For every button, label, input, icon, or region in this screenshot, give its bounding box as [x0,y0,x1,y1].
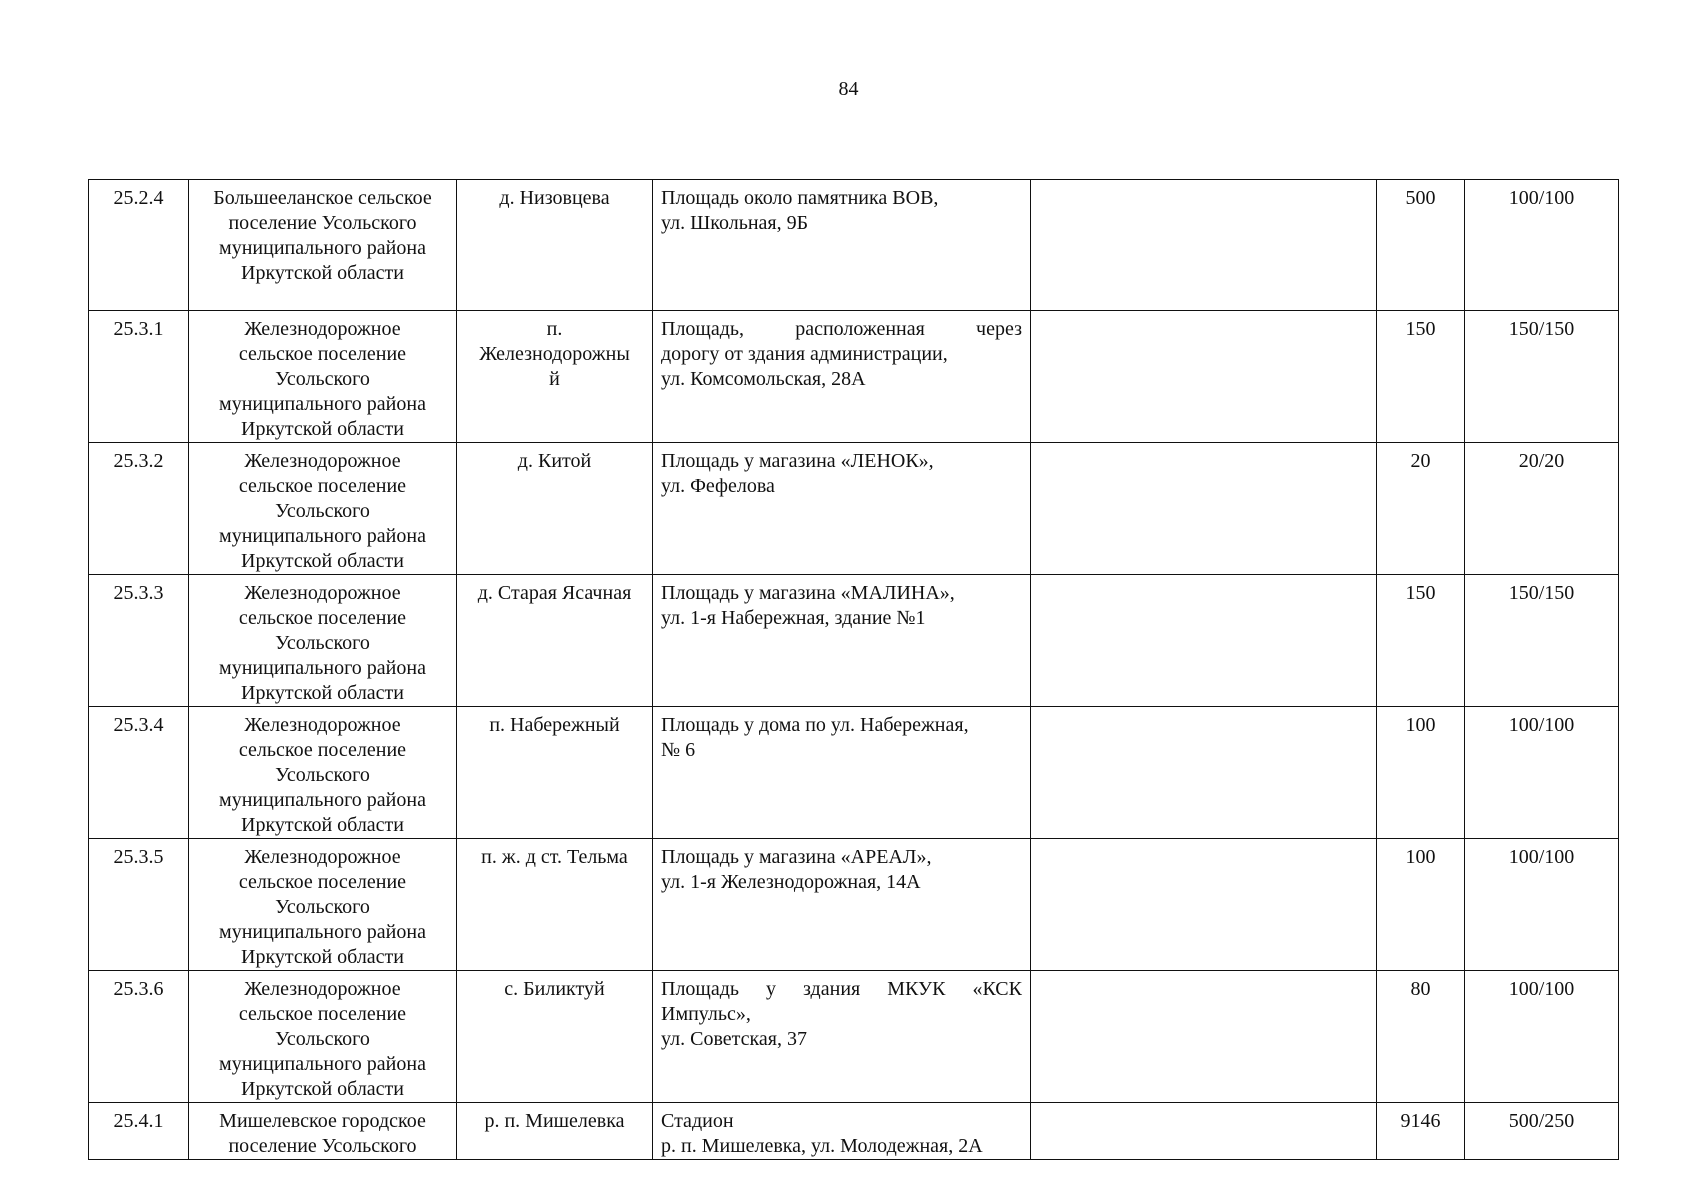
table-row [89,443,1619,575]
blank-cell [1031,575,1377,707]
address-line: ул. Фефелова [661,475,775,497]
table-row [89,1103,1619,1160]
ratio-cell: 100/100 [1465,839,1619,971]
municipality-cell [189,707,457,839]
org-line: Усольского [275,632,370,654]
row-number-cell: 25.3.5 [89,839,189,971]
org-line: Железнодорожное [244,450,401,472]
municipality-cell [189,839,457,971]
row-number-cell: 25.4.1 [89,1103,189,1160]
org-line: муниципального района [219,393,426,415]
row-number-cell: 25.3.1 [89,311,189,443]
municipality-cell [189,311,457,443]
address-line: Площадь у здания МКУК «КСК [661,978,1022,1000]
address-line: Площадь у дома по ул. Набережная, [661,714,969,736]
row-number-cell: 25.2.4 [89,180,189,311]
org-line: Иркутской области [241,418,404,440]
locality-line: й [549,368,560,390]
org-line: Мишелевское городское [219,1110,426,1132]
ratio-cell: 100/100 [1465,707,1619,839]
capacity-cell: 150 [1377,575,1465,707]
municipality-cell [189,443,457,575]
org-line: Железнодорожное [244,978,401,1000]
org-line: сельское поселение [238,607,407,629]
locality-cell [457,971,653,1103]
blank-cell [1031,971,1377,1103]
ratio-cell: 500/250 [1465,1103,1619,1160]
table-row [89,575,1619,707]
address-line: Площадь около памятника ВОВ, [661,187,939,209]
capacity-cell: 9146 [1377,1103,1465,1160]
address-cell [653,311,1031,443]
ratio-cell: 150/150 [1465,311,1619,443]
org-line: сельское поселение [238,1003,407,1025]
municipality-cell [189,971,457,1103]
org-line: Иркутской области [241,1078,404,1100]
address-cell [653,971,1031,1103]
org-line: поселение Усольского [228,1135,417,1157]
blank-cell [1031,707,1377,839]
locality-cell [457,443,653,575]
address-line: дорогу от здания администрации, [661,343,948,365]
capacity-cell: 100 [1377,707,1465,839]
locality-cell [457,575,653,707]
org-line: Усольского [275,500,370,522]
municipality-cell [189,575,457,707]
blank-cell [1031,839,1377,971]
org-line: поселение Усольского [228,212,417,234]
org-line: муниципального района [219,657,426,679]
table-body [89,180,1619,1160]
locality-cell [457,839,653,971]
address-cell [653,180,1031,311]
address-line: № 6 [661,739,696,761]
locality-line: с. Биликтуй [504,978,605,1000]
registry-table [88,179,1619,1160]
locality-line: р. п. Мишелевка [484,1110,625,1132]
municipality-cell [189,180,457,311]
row-number-cell: 25.3.4 [89,707,189,839]
blank-cell [1031,443,1377,575]
address-line: ул. Комсомольская, 28А [661,368,866,390]
locality-cell [457,311,653,443]
address-line: Импульс», [661,1003,751,1025]
address-line: ул. 1-я Железнодорожная, 14А [661,871,921,893]
locality-line: д. Низовцева [499,187,610,209]
address-cell [653,1103,1031,1160]
ratio-cell: 20/20 [1465,443,1619,575]
address-line: ул. Советская, 37 [661,1028,807,1050]
org-line: Железнодорожное [244,318,401,340]
org-line: муниципального района [219,789,426,811]
org-line: сельское поселение [238,475,407,497]
locality-cell [457,180,653,311]
blank-cell [1031,180,1377,311]
ratio-cell: 100/100 [1465,971,1619,1103]
org-line: Железнодорожное [244,846,401,868]
org-line: муниципального района [219,921,426,943]
address-line: Стадион [661,1110,734,1132]
municipality-cell [189,1103,457,1160]
capacity-cell: 80 [1377,971,1465,1103]
row-number-cell: 25.3.3 [89,575,189,707]
blank-cell [1031,1103,1377,1160]
address-line: ул. 1-я Набережная, здание №1 [661,607,926,629]
locality-line: п. Набережный [489,714,620,736]
capacity-cell: 500 [1377,180,1465,311]
locality-line: Железнодорожны [479,343,630,365]
org-line: Иркутской области [241,262,404,284]
org-line: Железнодорожное [244,582,401,604]
address-cell [653,575,1031,707]
table-row [89,180,1619,311]
ratio-cell: 100/100 [1465,180,1619,311]
address-cell [653,707,1031,839]
locality-cell [457,707,653,839]
org-line: Усольского [275,1028,370,1050]
locality-line: д. Китой [517,450,592,472]
org-line: муниципального района [219,1053,426,1075]
address-line: Площадь у магазина «МАЛИНА», [661,582,955,604]
table-row [89,311,1619,443]
locality-line: д. Старая Ясачная [477,582,632,604]
org-line: сельское поселение [238,343,407,365]
org-line: Иркутской области [241,550,404,572]
address-line: Площадь, расположенная через [661,318,1022,340]
address-line: р. п. Мишелевка, ул. Молодежная, 2А [661,1135,983,1157]
address-line: Площадь у магазина «АРЕАЛ», [661,846,932,868]
row-number-cell: 25.3.6 [89,971,189,1103]
capacity-cell: 20 [1377,443,1465,575]
org-line: Усольского [275,368,370,390]
org-line: Железнодорожное [244,714,401,736]
org-line: Иркутской области [241,946,404,968]
org-line: Иркутской области [241,682,404,704]
org-line: сельское поселение [238,871,407,893]
org-line: муниципального района [219,525,426,547]
ratio-cell: 150/150 [1465,575,1619,707]
row-number-cell: 25.3.2 [89,443,189,575]
address-cell [653,839,1031,971]
capacity-cell: 100 [1377,839,1465,971]
address-line: ул. Школьная, 9Б [661,212,809,234]
org-line: муниципального района [219,237,426,259]
capacity-cell: 150 [1377,311,1465,443]
locality-cell [457,1103,653,1160]
org-line: сельское поселение [238,739,407,761]
org-line: Усольского [275,896,370,918]
table-row [89,971,1619,1103]
table-row [89,707,1619,839]
locality-line: п. ж. д ст. Тельма [481,846,628,868]
page-number: 84 [838,78,859,100]
org-line: Большееланское сельское [213,187,432,209]
address-cell [653,443,1031,575]
table-row [89,839,1619,971]
address-line: Площадь у магазина «ЛЕНОК», [661,450,934,472]
org-line: Иркутской области [241,814,404,836]
blank-cell [1031,311,1377,443]
locality-line: п. [546,318,563,340]
org-line: Усольского [275,764,370,786]
